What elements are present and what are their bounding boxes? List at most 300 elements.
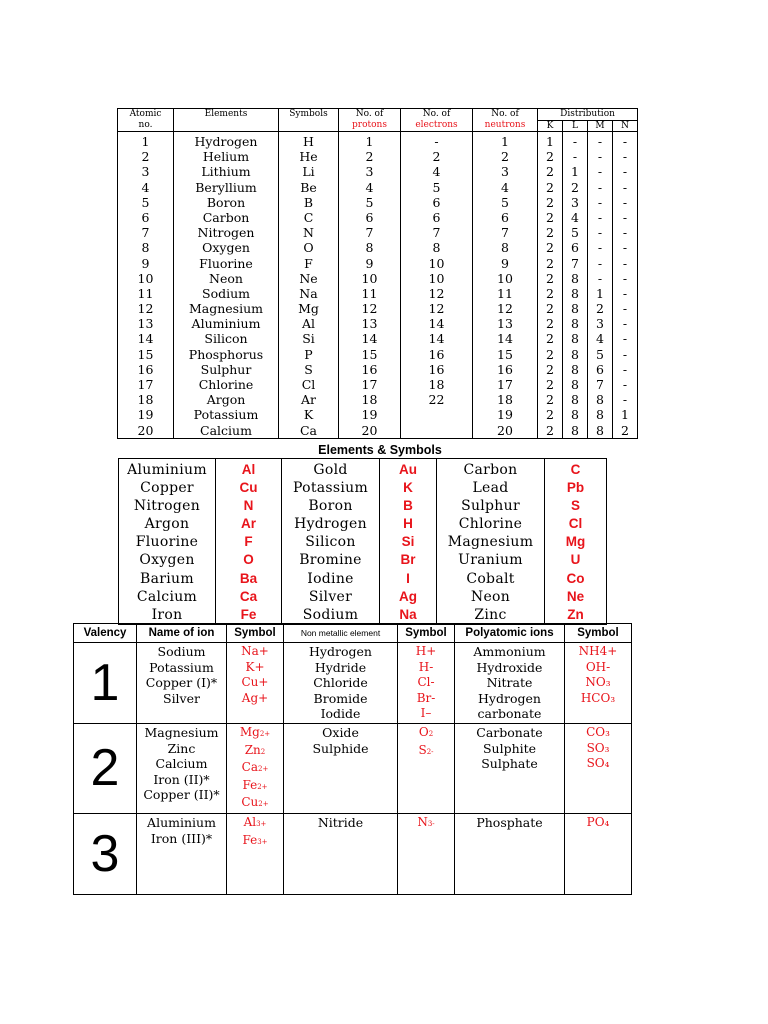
nonmetal-name: Hydrogen [309,644,372,659]
atomic-cell-n: - [622,240,628,256]
elements-symbols-row [119,459,607,625]
atomic-cell-element: Boron [206,194,246,210]
nonmetal-name: Sulphide [312,740,369,756]
atomic-cell-neutrons: 8 [501,240,509,256]
atomic-cell-neutrons: 20 [497,422,513,438]
atomic-cell-protons: 12 [361,301,378,317]
nonmetal-symbol-charge: - [430,675,435,690]
atomic-cell-element: Calcium [200,422,252,438]
atomic-cell-element: Phosphorus [188,346,264,362]
nonmetal-symbol [398,675,454,691]
atomic-cell-electrons: 6 [432,209,441,225]
element-name: Hydrogen [294,516,367,533]
atomic-cell-element: Magnesium [188,301,264,317]
atomic-cell-l: 8 [571,270,579,286]
valency-table-body [74,643,632,895]
element-name: Zinc [474,606,507,623]
ion-symbol-base: Na [241,644,259,658]
header-symbol-2: Symbol [398,624,455,643]
atomic-cell-protons: 4 [365,179,374,195]
element-name: Chlorine [458,516,523,533]
atomic-cell-k: 2 [546,377,554,392]
atomic-cell-n: - [622,164,628,180]
atomic-cell-symbol: Na [299,285,318,301]
valency-table [73,623,632,895]
atomic-cell-no: 11 [137,285,154,301]
element-name: Carbon [463,462,518,478]
element-symbol: Ba [239,570,258,586]
atomic-cell-symbol: P [304,346,313,362]
atomic-cell-protons: 8 [365,240,374,256]
ion-name: Potassium [149,659,214,675]
atomic-cell-l: 8 [571,346,579,362]
ion-symbol-base: Al [243,814,257,829]
polyatomic-name-column [455,813,565,894]
nonmetal-name-column [284,724,398,814]
atomic-cell-protons: 18 [361,392,378,408]
element-symbol: Pb [566,480,585,496]
nonmetal-symbol-charge: – [425,706,432,721]
atomic-cell-m: - [597,255,603,271]
valency-row [74,724,632,814]
atomic-col-protons [339,132,401,439]
nonmetal-symbol-base: H [418,659,430,674]
nonmetal-symbol-base: I [420,706,426,721]
polyatomic-symbol-base: SO₃ [586,740,610,755]
nonmetal-symbol-charge: 3- [427,819,435,828]
ion-name: Calcium [155,756,208,772]
header-protons-label: protons [352,120,387,130]
atomic-cell-no: 19 [137,407,154,423]
element-name: Fluorine [135,534,199,551]
header-polyatomic: Polyatomic ions [455,624,565,643]
element-symbol-column [545,459,607,625]
ion-symbol [227,760,283,778]
atomic-cell-symbol: S [304,361,313,377]
ion-symbol-charge: 2+ [259,730,271,738]
atomic-cell-m: 3 [596,316,604,332]
header-neutrons-label: neutrons [484,120,526,130]
atomic-cell-l: 8 [571,301,579,317]
element-symbol: Fe [240,606,257,622]
atomic-cell-no: 1 [141,134,150,149]
atomic-cell-k: 2 [546,285,554,301]
atomic-cell-n: 2 [621,422,629,438]
atomic-cell-neutrons: 17 [497,377,513,392]
element-name: Oxygen [139,552,195,569]
element-name: Boron [308,498,353,515]
ion-symbol-base: Zn [244,742,261,757]
ion-symbol-charge: + [258,644,269,658]
ion-symbol-base: Fe [242,777,258,792]
ion-symbol [227,675,283,691]
atomic-cell-neutrons: 1 [501,134,509,149]
atomic-cell-symbol: O [303,240,314,256]
polyatomic-symbol [565,675,631,691]
ion-symbol-charge: + [254,659,265,674]
atomic-cell-no: 9 [141,255,150,271]
polyatomic-symbol [565,644,631,660]
atomic-cell-k: 2 [546,392,554,408]
atomic-cell-electrons: 7 [432,225,441,241]
atomic-cell-k: 2 [546,422,554,438]
atomic-cell-element: Oxygen [202,240,250,256]
symbols-section-title: Elements & Symbols [318,443,442,457]
polyatomic-name: Sulphite [482,740,537,756]
atomic-cell-k: 2 [546,240,554,256]
polyatomic-symbol [565,660,631,676]
ion-name: Copper (II)* [143,787,220,803]
atomic-cell-l: 2 [571,179,579,195]
nonmetal-symbol-base: Br [416,690,432,705]
atomic-cell-no: 15 [137,346,154,362]
atomic-cell-protons: 19 [361,407,378,423]
nonmetal-symbol-base: Cl [417,675,431,690]
polyatomic-name: Hydroxide [476,659,543,675]
atomic-cell-n: - [622,285,628,301]
atomic-cell-protons: 1 [365,134,374,149]
atomic-cell-m: - [597,134,603,149]
atomic-cell-element: Silicon [204,331,248,347]
polyatomic-name: Carbonate [476,725,543,740]
atomic-cell-electrons: 5 [432,179,441,195]
ion-symbol-charge: + [258,675,269,690]
nonmetal-symbol [398,644,454,660]
element-name: Neon [470,588,511,605]
header-shell-l: L [563,121,588,132]
atomic-cell-protons: 6 [365,209,374,225]
atomic-cell-protons: 14 [361,331,378,347]
ion-name-column [137,813,227,894]
ion-symbol-base: Cu [241,795,259,810]
nonmetal-symbol-charge: 2- [426,747,434,756]
header-shell-m: M [588,121,613,132]
polyatomic-symbol-base: NH4 [578,644,608,658]
polyatomic-symbol-base: CO₃ [586,725,610,739]
polyatomic-symbol-base: PO₄ [586,814,610,829]
element-name: Iodine [307,570,354,587]
element-symbol: Na [399,606,417,622]
ion-symbol [227,833,283,851]
nonmetal-name: Hydride [314,659,367,675]
element-symbol-column [380,459,437,625]
ion-symbol [227,743,283,761]
atomic-cell-n: - [622,331,628,347]
atomic-col-no [118,132,174,439]
atomic-cell-symbol: Al [301,316,316,332]
atomic-col-element [174,132,279,439]
atomic-cell-symbol: B [303,194,314,210]
element-symbol: Ag [399,588,417,604]
atomic-cell-l: 6 [571,240,579,256]
element-name: Calcium [136,588,198,605]
atomic-table-header [118,109,638,132]
atomic-cell-element: Nitrogen [197,225,255,241]
ion-symbol-column [227,643,284,724]
atomic-cell-n: - [622,346,628,362]
nonmetal-symbol-base: S [418,742,427,757]
element-symbol: K [403,480,413,496]
header-elements: Elements [174,109,279,132]
atomic-cell-neutrons: 5 [501,194,509,210]
ion-symbol-charge: 3+ [256,819,267,828]
atomic-cell-electrons: 12 [428,301,445,317]
atomic-cell-neutrons: 18 [497,392,513,408]
ion-symbol-base: Ag [241,690,259,705]
atomic-cell-no: 13 [137,316,154,332]
atomic-cell-symbol: Ca [299,422,318,438]
atomic-cell-l: 8 [571,285,579,301]
atomic-cell-l: 1 [571,164,579,180]
atomic-cell-electrons [401,423,472,438]
atomic-cell-k: 2 [546,255,554,271]
atomic-cell-protons: 17 [361,377,378,392]
atomic-cell-electrons: 6 [432,194,441,210]
polyatomic-symbol-base: OH [585,659,607,674]
atomic-cell-n: 1 [621,407,629,423]
header-neutrons-prefix: No. of [491,109,519,119]
nonmetal-symbol [398,743,454,761]
polyatomic-symbol [565,691,631,707]
nonmetal-name-column [284,813,398,894]
element-name: Sulphur [461,498,520,515]
ion-name: Magnesium [144,725,219,740]
atomic-cell-electrons: 10 [428,255,445,271]
element-name: Silicon [305,534,356,551]
atomic-cell-no: 17 [137,377,154,392]
atomic-structure-table [117,108,638,439]
atomic-cell-symbol: Ar [300,392,316,408]
atomic-cell-l: 8 [571,316,579,332]
atomic-cell-k: 2 [546,164,554,180]
element-symbol: C [570,462,581,477]
element-name: Lead [472,480,509,497]
ion-symbol-column [227,813,284,894]
atomic-cell-m: 4 [596,331,604,347]
nonmetal-symbol-charge: - [429,659,434,674]
atomic-cell-symbol: K [303,407,314,423]
element-name: Aluminium [127,462,207,478]
header-neutrons [473,109,538,132]
atomic-cell-n: - [622,361,628,377]
nonmetal-symbol [398,691,454,707]
nonmetal-symbol-charge: + [426,644,437,658]
atomic-cell-element: Hydrogen [194,134,258,149]
atomic-cell-l: 8 [571,392,579,408]
header-distribution: Distribution [538,109,638,121]
atomic-cell-no: 20 [137,422,154,438]
element-name-column [437,459,545,625]
header-valency: Valency [74,624,137,643]
atomic-cell-no: 10 [137,270,154,286]
atomic-cell-l: 8 [571,361,579,377]
valency-number: 1 [74,643,137,724]
ion-symbol-base: Fe [242,832,258,847]
atomic-cell-neutrons: 9 [501,255,509,271]
element-symbol-column [216,459,282,625]
atomic-cell-protons: 7 [365,225,374,241]
valency-number: 2 [74,724,137,814]
element-symbol: Ne [566,588,585,604]
atomic-cell-neutrons: 2 [501,149,509,165]
atomic-cell-neutrons: 7 [501,225,509,241]
atomic-cell-l: - [572,149,578,165]
atomic-cell-neutrons: 19 [497,407,513,423]
nonmetal-symbol [398,660,454,676]
element-symbol: H [403,516,413,532]
atomic-cell-electrons: 22 [428,392,445,408]
atomic-cell-neutrons: 4 [501,179,509,195]
element-symbol: Mg [565,534,586,550]
polyatomic-symbol [565,815,631,831]
atomic-cell-m: 6 [596,361,604,377]
ion-symbol [227,778,283,796]
element-symbol: O [243,552,254,568]
atomic-cell-symbol: H [303,134,314,149]
atomic-cell-neutrons: 16 [497,361,513,377]
atomic-cell-element: Aluminium [191,316,261,332]
atomic-cell-l: 8 [571,422,579,438]
atomic-cell-electrons: 18 [428,377,445,392]
nonmetal-name-column [284,643,398,724]
atomic-cell-protons: 13 [361,316,378,332]
atomic-col-l [563,132,588,439]
element-name: Cobalt [466,570,515,587]
header-shell-n: N [613,121,638,132]
element-name: Copper [140,480,194,497]
valency-row [74,643,632,724]
atomic-cell-element: Chlorine [198,377,254,392]
element-name: Gold [313,462,348,478]
atomic-cell-symbol: Si [302,331,315,347]
atomic-cell-k: 2 [546,316,554,332]
atomic-cell-no: 8 [141,240,150,256]
atomic-cell-no: 5 [141,194,150,210]
atomic-cell-no: 4 [141,179,150,195]
atomic-cell-neutrons: 12 [497,301,513,317]
atomic-cell-electrons: 10 [428,270,445,286]
atomic-cell-k: 2 [546,301,554,317]
nonmetal-symbol-base: O [418,725,429,739]
elements-symbols-table [118,458,607,625]
nonmetal-symbol-column [398,813,455,894]
atomic-cell-k: 2 [546,331,554,347]
atomic-col-electrons [401,132,473,439]
atomic-cell-symbol: Mg [298,301,319,317]
ion-name: Iron (II)* [153,771,210,787]
ion-symbol-base: K [245,659,255,674]
atomic-cell-neutrons: 15 [497,346,513,362]
atomic-cell-electrons: - [434,134,439,149]
atomic-cell-symbol: Ne [299,270,318,286]
header-protons [339,109,401,132]
atomic-cell-electrons: 16 [428,361,445,377]
polyatomic-symbol-column [565,724,632,814]
atomic-cell-element: Beryllium [195,179,257,195]
atomic-cell-k: 2 [546,407,554,423]
atomic-cell-k: 2 [546,209,554,225]
nonmetal-symbol-column [398,643,455,724]
atomic-cell-neutrons: 11 [497,285,513,301]
atomic-cell-n: - [622,179,628,195]
atomic-cell-n: - [622,194,628,210]
polyatomic-name-column [455,643,565,724]
element-symbol: N [243,498,254,514]
element-name-column [119,459,216,625]
atomic-cell-no: 7 [141,225,150,241]
atomic-cell-no: 3 [141,164,150,180]
ion-symbol-charge: 2 [260,747,266,756]
atomic-cell-no: 2 [141,149,150,165]
atomic-cell-neutrons: 14 [497,331,513,347]
element-name: Bromine [299,552,362,569]
atomic-cell-element: Fluorine [199,255,253,271]
polyatomic-symbol [565,725,631,741]
atomic-cell-element: Helium [202,149,250,165]
element-name: Uranium [458,552,523,569]
nonmetal-symbol-charge: 2 [428,730,434,738]
ion-name-column [137,643,227,724]
atomic-cell-protons: 5 [365,194,374,210]
atomic-cell-m: 1 [596,285,604,301]
atomic-cell-k: 2 [546,346,554,362]
ion-name-column [137,724,227,814]
atomic-cell-symbol: Li [302,164,315,180]
atomic-cell-symbol: Be [300,179,317,195]
nonmetal-symbol [398,725,454,743]
polyatomic-name-column [455,724,565,814]
atomic-cell-n: - [622,134,628,149]
atomic-cell-electrons: 14 [428,316,445,332]
atomic-cell-l: 7 [571,255,579,271]
atomic-col-m [588,132,613,439]
atomic-cell-n: - [622,377,628,392]
nonmetal-name: Bromide [313,690,368,706]
ion-symbol [227,691,283,707]
atomic-cell-protons: 2 [365,149,374,165]
atomic-cell-n: - [622,270,628,286]
atomic-cell-element: Sodium [202,285,250,301]
element-symbol: Si [401,534,415,550]
nonmetal-name: Nitride [317,814,364,830]
atomic-cell-symbol: Cl [301,377,316,392]
atomic-cell-no: 12 [137,301,154,317]
header-symbol-3: Symbol [565,624,632,643]
valency-table-header [74,624,632,643]
ion-symbol-charge: 2+ [258,765,269,774]
ion-symbol [227,795,283,813]
polyatomic-symbol-base: SO₄ [586,756,610,771]
nonmetal-name: Chloride [313,675,368,691]
element-name: Sodium [302,606,359,623]
atomic-cell-m: - [597,194,603,210]
nonmetal-symbol-column [398,724,455,814]
nonmetal-symbol [398,815,454,833]
atomic-cell-n: - [622,392,628,408]
polyatomic-symbol-charge: + [607,644,618,658]
header-symbols: Symbols [279,109,339,132]
atomic-cell-no: 18 [137,392,154,408]
atomic-cell-m: - [597,179,603,195]
polyatomic-symbol [565,756,631,772]
atomic-cell-electrons: 16 [428,346,445,362]
header-non-metallic: Non metallic element [284,624,398,643]
polyatomic-name: Sulphate [481,756,538,772]
atomic-cell-electrons [401,407,472,422]
nonmetal-symbol [398,706,454,722]
element-name: Magnesium [447,534,534,551]
nonmetal-name: Iodide [320,706,361,722]
